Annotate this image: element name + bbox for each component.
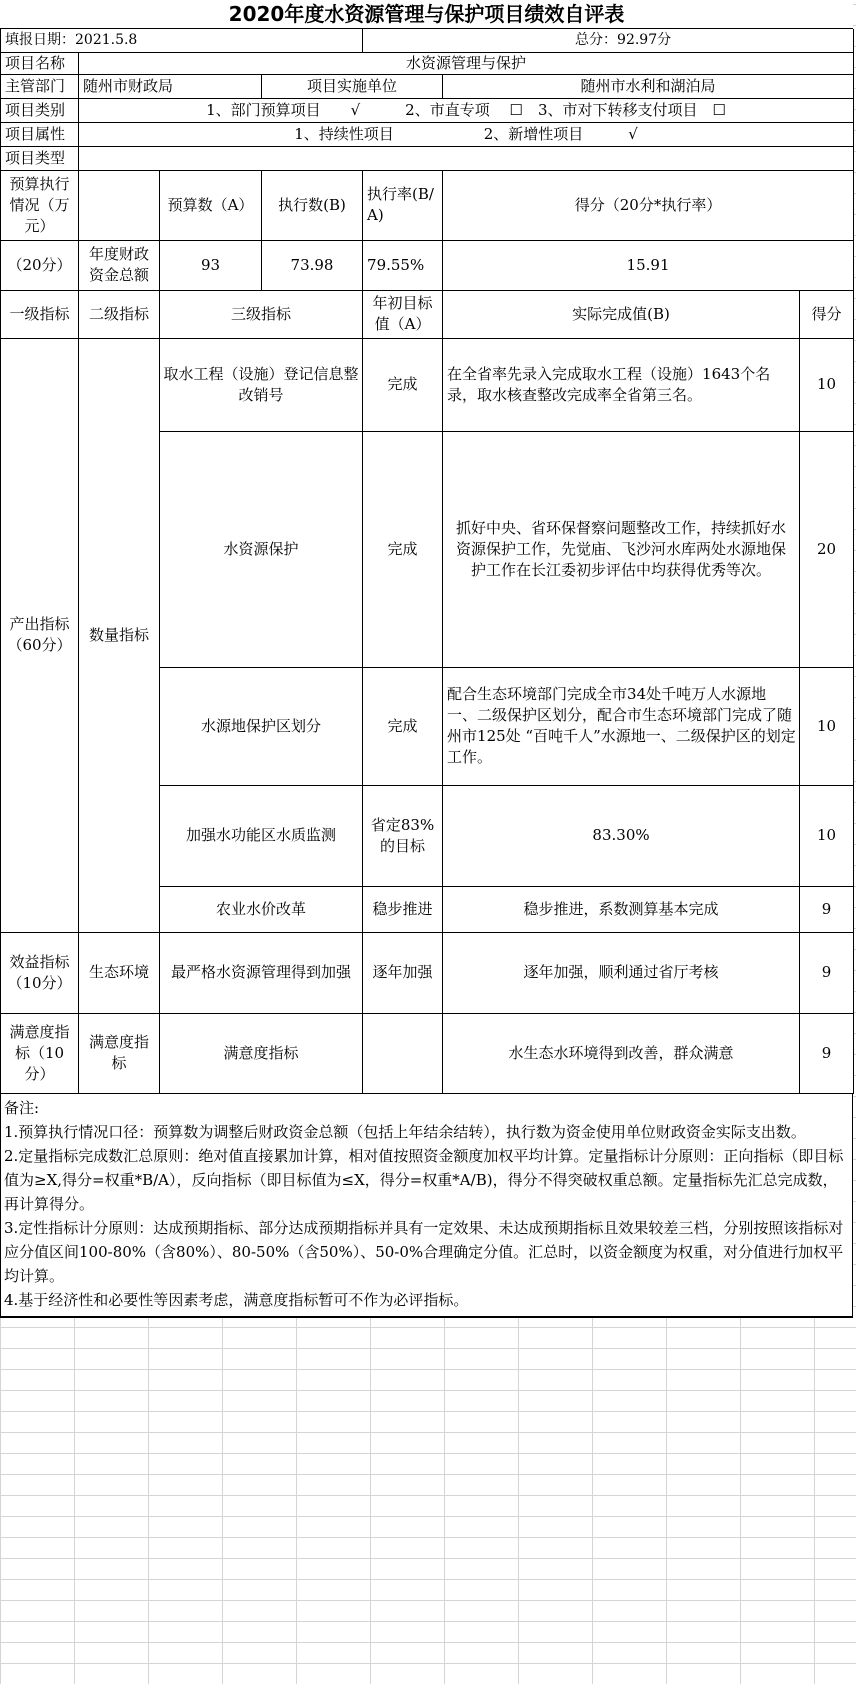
rate-value: 79.55% — [363, 240, 443, 290]
benefit-level2: 生态环境 — [79, 932, 160, 1013]
category-label: 项目类别 — [1, 98, 79, 122]
satisfaction-name: 满意度指标 — [160, 1013, 363, 1093]
budget-col-exec: 执行数(B) — [262, 170, 363, 240]
budget-score-value: 15.91 — [443, 240, 854, 290]
project-name-row — [1, 52, 854, 74]
note-item-2: 2.定量指标完成数汇总原则：绝对值直接累加计算，相对值按照资金额度加权平均计算。定量指标计分原则：正向指标（即目标值为≥X,得分=权重*B/A），反向指标（即目标值为≤X，得分=权重*A/B)，得分不得突破权重总额。定量指标先汇总完成数，再计算得分。 — [4, 1146, 844, 1213]
hdr-target: 年初目标值（A） — [363, 290, 443, 338]
dept-label: 主管部门 — [1, 74, 79, 98]
output-target-4: 省定83%的目标 — [363, 785, 443, 886]
satisfaction-actual: 水生态水环境得到改善，群众满意 — [443, 1013, 800, 1093]
budget-row-label: 年度财政资金总额 — [79, 240, 160, 290]
budget-value-row — [1, 240, 854, 290]
output-level2: 数量指标 — [79, 338, 160, 932]
attribute-label: 项目属性 — [1, 122, 79, 146]
budget-col-budget: 预算数（A） — [160, 170, 262, 240]
hdr-level3: 三级指标 — [160, 290, 363, 338]
dept-value: 随州市财政局 — [79, 74, 262, 98]
main-table — [0, 29, 854, 1094]
category-value: 1、部门预算项目 √ 2、市直专项 ☐ 3、市对下转移支付项目 ☐ — [79, 98, 854, 122]
project-name-value: 水资源管理与保护 — [79, 52, 854, 74]
notes-title: 备注: — [4, 1098, 40, 1117]
benefit-level1: 效益指标（10分） — [1, 932, 79, 1013]
output-actual-2: 抓好中央、省环保督察问题整改工作，持续抓好水资源保护工作，先觉庙、飞沙河水库两处水源地保护工作在长江委初步评估中均获得优秀等次。 — [443, 431, 800, 667]
type-row — [1, 146, 854, 170]
budget-col-rate: 执行率(B/A) — [363, 170, 443, 240]
note-item-1: 1.预算执行情况口径：预算数为调整后财政资金总额（包括上年结余结转），执行数为资金使用单位财政资金实际支出数。 — [4, 1122, 806, 1141]
output-name-2: 水资源保护 — [160, 431, 363, 667]
sheet-title: 2020年度水资源管理与保护项目绩效自评表 — [0, 0, 853, 29]
output-actual-4: 83.30% — [443, 785, 800, 886]
output-target-3: 完成 — [363, 667, 443, 785]
total-score-label: 总分： — [575, 31, 618, 48]
output-score-3: 10 — [800, 667, 854, 785]
type-value — [79, 146, 854, 170]
output-target-1: 完成 — [363, 338, 443, 431]
hdr-actual: 实际完成值(B) — [443, 290, 800, 338]
attribute-value: 1、持续性项目 2、新增性项目 √ — [79, 122, 854, 146]
total-score-cell — [363, 29, 854, 52]
total-score-value: 92.97分 — [617, 31, 672, 48]
impl-label: 项目实施单位 — [262, 74, 443, 98]
output-level1: 产出指标（60分） — [1, 338, 79, 932]
benefit-name: 最严格水资源管理得到加强 — [160, 932, 363, 1013]
project-name-label: 项目名称 — [1, 52, 79, 74]
benefit-target: 逐年加强 — [363, 932, 443, 1013]
budget-blank — [79, 170, 160, 240]
output-score-1: 10 — [800, 338, 854, 431]
output-name-4: 加强水功能区水质监测 — [160, 785, 363, 886]
hdr-level1: 一级指标 — [1, 290, 79, 338]
type-label: 项目类型 — [1, 146, 79, 170]
satisfaction-level1: 满意度指标（10分） — [1, 1013, 79, 1093]
output-actual-1: 在全省率先录入完成取水工程（设施）1643个名录，取水核查整改完成率全省第三名。 — [443, 338, 800, 431]
budget-header-row — [1, 170, 854, 240]
benefit-row — [1, 932, 854, 1013]
benefit-score: 9 — [800, 932, 854, 1013]
satisfaction-target — [363, 1013, 443, 1093]
output-name-5: 农业水价改革 — [160, 886, 363, 932]
benefit-actual: 逐年加强，顺利通过省厅考核 — [443, 932, 800, 1013]
hdr-level2: 二级指标 — [79, 290, 160, 338]
exec-value: 73.98 — [262, 240, 363, 290]
dept-row — [1, 74, 854, 98]
output-name-1: 取水工程（设施）登记信息整改销号 — [160, 338, 363, 431]
output-actual-5: 稳步推进，系数测算基本完成 — [443, 886, 800, 932]
note-item-4: 4.基于经济性和必要性等因素考虑，满意度指标暂可不作为必评指标。 — [4, 1290, 469, 1309]
satisfaction-level2: 满意度指标 — [79, 1013, 160, 1093]
output-score-4: 10 — [800, 785, 854, 886]
budget-weight: （20分） — [1, 240, 79, 290]
output-target-5: 稳步推进 — [363, 886, 443, 932]
hdr-score: 得分 — [800, 290, 854, 338]
category-row — [1, 98, 854, 122]
report-date-value: 2021.5.8 — [75, 31, 138, 48]
budget-value: 93 — [160, 240, 262, 290]
output-name-3: 水源地保护区划分 — [160, 667, 363, 785]
output-score-5: 9 — [800, 886, 854, 932]
indicator-header-row — [1, 290, 854, 338]
budget-col-score: 得分（20分*执行率） — [443, 170, 854, 240]
satisfaction-score: 9 — [800, 1013, 854, 1093]
budget-label: 预算执行情况（万元） — [1, 170, 79, 240]
output-score-2: 20 — [800, 431, 854, 667]
impl-value: 随州市水利和湖泊局 — [443, 74, 854, 98]
report-date-cell — [1, 29, 363, 52]
attribute-row — [1, 122, 854, 146]
output-target-2: 完成 — [363, 431, 443, 667]
report-date-label: 填报日期： — [5, 31, 75, 48]
satisfaction-row — [1, 1013, 854, 1093]
header-row — [1, 29, 854, 52]
output-actual-3: 配合生态环境部门完成全市34处千吨万人水源地一、二级保护区划分，配合市生态环境部门完成了随州市125处 “百吨千人”水源地一、二级保护区的划定工作。 — [443, 667, 800, 785]
notes-section — [0, 1094, 853, 1318]
output-row-1 — [1, 338, 854, 431]
note-item-3: 3.定性指标计分原则：达成预期指标、部分达成预期指标并具有一定效果、未达成预期指标且效果较差三档，分别按照该指标对应分值区间100-80%（含80%）、80-50%（含50%）、50-0%合理确定分值。汇总时，以资金额度为权重，对分值进行加权平均计算。 — [4, 1218, 844, 1285]
